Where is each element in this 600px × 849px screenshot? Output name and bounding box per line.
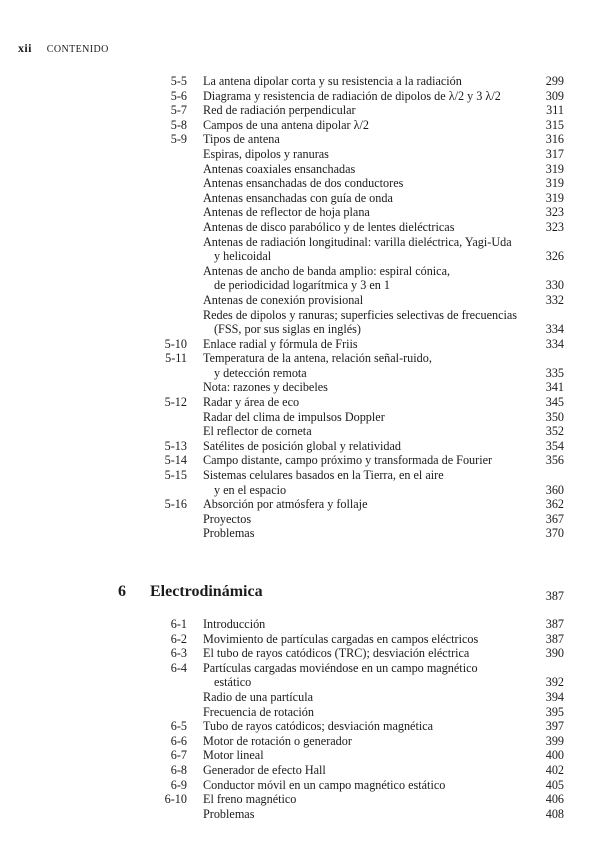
toc-entry-title: Espiras, dipolos y ranuras <box>203 146 329 161</box>
toc-entry <box>0 807 600 822</box>
toc-entry-title: Antenas coaxiales ensanchadas <box>203 161 356 176</box>
toc-entry-title: Partículas cargadas moviéndose en un campo magnético <box>203 660 478 675</box>
toc-entry-page: 402 <box>545 762 564 777</box>
toc-entry-page: 397 <box>545 719 564 734</box>
toc-entry-number: 6-7 <box>170 748 187 763</box>
toc-entry <box>0 308 600 323</box>
toc-entry-title: Problemas <box>203 526 255 541</box>
toc-entry-page: 387 <box>545 617 564 631</box>
toc-entry-page: 334 <box>545 336 564 351</box>
toc-entry-title: Sistemas celulares basados en la Tierra, en el aire <box>203 468 444 483</box>
toc-entry-number: 6-8 <box>170 762 187 777</box>
toc-entry-number: 6-6 <box>170 733 187 748</box>
toc-chapter-6-entries <box>0 617 600 821</box>
toc-entry <box>0 337 600 352</box>
toc-entry <box>0 395 600 410</box>
toc-entry-page: 317 <box>545 146 564 161</box>
toc-entry-title: de periodicidad logarítmica y 3 en 1 <box>214 278 390 293</box>
toc-entry <box>0 264 600 279</box>
toc-entry-title: y helicoidal <box>214 249 272 264</box>
toc-entry-page: 316 <box>545 132 564 147</box>
section-label: CONTENIDO <box>46 44 109 55</box>
toc-entry-title: y en el espacio <box>214 482 287 497</box>
toc-entry-page: 370 <box>545 526 564 541</box>
toc-entry <box>0 118 600 133</box>
toc-entry-number: 5-9 <box>170 132 187 147</box>
toc-entry <box>0 74 600 89</box>
toc-entry <box>0 176 600 191</box>
chapter-page: 387 <box>545 589 564 603</box>
toc-entry-title: Tipos de antena <box>203 132 280 147</box>
toc-entry <box>0 147 600 162</box>
chapter-title: Electrodinámica <box>150 583 263 600</box>
toc-entry-number: 5-11 <box>165 351 187 366</box>
toc-entry-page: 330 <box>545 278 564 293</box>
toc-entry-page: 354 <box>545 438 564 453</box>
toc-entry-page: 362 <box>545 497 564 512</box>
toc-entry-title: Motor lineal <box>203 748 264 763</box>
toc-entry-page: 399 <box>545 733 564 748</box>
toc-entry-title: Antenas de ancho de banda amplio: espiral cónica, <box>203 263 451 278</box>
toc-entry-number: 5-16 <box>164 497 187 512</box>
toc-entry-title: Temperatura de la antena, relación señal-ruido, <box>203 351 432 366</box>
toc-entry-title: Movimiento de partículas cargadas en campos eléctricos <box>203 631 479 646</box>
toc-entry-title: Proyectos <box>203 511 252 526</box>
toc-entry-title: Radar del clima de impulsos Doppler <box>203 409 385 424</box>
toc-entry-number: 5-5 <box>170 74 187 88</box>
toc-entry-page: 332 <box>545 292 564 307</box>
toc-entry-number: 5-12 <box>164 395 187 410</box>
toc-entry-title: Radio de una partícula <box>203 689 313 704</box>
toc-entry-title: y detección remota <box>214 365 307 380</box>
toc-entry-number: 6-10 <box>164 792 187 807</box>
toc-entry-title: Antenas ensanchadas de dos conductores <box>203 176 404 191</box>
toc-entry-title: Problemas <box>203 806 255 821</box>
toc-entry <box>0 792 600 807</box>
toc-entry-title: El freno magnético <box>203 792 297 807</box>
toc-entry <box>0 719 600 734</box>
toc-entry-title: Campos de una antena dipolar λ/2 <box>203 117 369 132</box>
toc-entry <box>0 162 600 177</box>
toc-entry <box>0 278 600 293</box>
toc-entry-number: 6-5 <box>170 719 187 734</box>
toc-entry <box>0 366 600 381</box>
running-head <box>18 41 109 56</box>
toc-entry-number: 6-2 <box>170 631 187 646</box>
toc-entry-title: El tubo de rayos catódicos (TRC); desviación eléctrica <box>203 646 470 661</box>
toc-entry-page: 392 <box>545 675 564 690</box>
toc-entry-number: 6-4 <box>170 660 187 675</box>
toc-entry-title: Absorción por atmósfera y follaje <box>203 497 368 512</box>
toc-entry <box>0 778 600 793</box>
toc-entry-page: 323 <box>545 205 564 220</box>
toc-entry-title: Antenas de reflector de hoja plana <box>203 205 370 220</box>
toc-entry-title: Radar y área de eco <box>203 395 300 410</box>
toc-entry-title: Satélites de posición global y relatividad <box>203 438 401 453</box>
chapter-number: 6 <box>118 583 126 600</box>
toc-entry <box>0 748 600 763</box>
toc-entry-page: 345 <box>545 395 564 410</box>
toc-entry-title: El reflector de corneta <box>203 424 312 439</box>
toc-entry-number: 5-14 <box>164 453 187 468</box>
toc-entry-page: 319 <box>545 176 564 191</box>
toc-entry <box>0 293 600 308</box>
toc-entry <box>0 617 600 632</box>
toc-entry-page: 367 <box>545 511 564 526</box>
toc-entry <box>0 322 600 337</box>
toc-entry <box>0 453 600 468</box>
toc-entry <box>0 439 600 454</box>
toc-entry-number: 6-9 <box>170 777 187 792</box>
toc-entry-title: Generador de efecto Hall <box>203 762 326 777</box>
toc-entry-number: 5-10 <box>164 336 187 351</box>
toc-entry <box>0 191 600 206</box>
toc-entry-page: 408 <box>545 806 564 821</box>
toc-entry-title: Frecuencia de rotación <box>203 704 314 719</box>
toc-entry-title: Conductor móvil en un campo magnético estático <box>203 777 446 792</box>
toc-entry-page: 319 <box>545 161 564 176</box>
toc-entry <box>0 512 600 527</box>
toc-entry-number: 5-7 <box>170 103 187 118</box>
toc-entry-page: 341 <box>545 380 564 395</box>
toc-entry-title: Tubo de rayos catódicos; desviación magnética <box>203 719 434 734</box>
toc-entry-page: 350 <box>545 409 564 424</box>
toc-entry <box>0 661 600 676</box>
toc-entry-title: La antena dipolar corta y su resistencia a la radiación <box>203 74 462 88</box>
toc-entry <box>0 351 600 366</box>
toc-entry-page: 405 <box>545 777 564 792</box>
toc-entry <box>0 132 600 147</box>
toc-entry <box>0 690 600 705</box>
toc-entry-title: Motor de rotación o generador <box>203 733 352 748</box>
toc-entry-page: 309 <box>545 88 564 103</box>
toc-entry-title: Campo distante, campo próximo y transformada de Fourier <box>203 453 493 468</box>
toc-entry-page: 319 <box>545 190 564 205</box>
toc-entry <box>0 205 600 220</box>
toc-entry <box>0 89 600 104</box>
toc-entry-page: 395 <box>545 704 564 719</box>
toc-entry-page: 390 <box>545 646 564 661</box>
toc-entry <box>0 410 600 425</box>
toc-entry <box>0 497 600 512</box>
toc-entry <box>0 705 600 720</box>
toc-entry <box>0 235 600 250</box>
toc-entry-page: 400 <box>545 748 564 763</box>
chapter-6-heading <box>0 582 600 602</box>
toc-entry <box>0 646 600 661</box>
toc-entry <box>0 380 600 395</box>
toc-entry-title: estático <box>214 675 252 690</box>
toc-entry-page: 394 <box>545 689 564 704</box>
toc-entry-number: 6-3 <box>170 646 187 661</box>
toc-entry-title: Antenas de conexión provisional <box>203 292 364 307</box>
toc-entry-page: 334 <box>545 322 564 337</box>
toc-entry <box>0 220 600 235</box>
toc-entry-number: 5-15 <box>164 468 187 483</box>
toc-entry-number: 6-1 <box>170 617 187 631</box>
toc-chapter-5-entries <box>0 74 600 541</box>
toc-entry-title: Antenas ensanchadas con guía de onda <box>203 190 393 205</box>
toc-entry-page: 360 <box>545 482 564 497</box>
toc-entry-title: Antenas de radiación longitudinal: varilla dieléctrica, Yagi-Uda <box>203 234 512 249</box>
toc-entry-title: Nota: razones y decibeles <box>203 380 328 395</box>
toc-entry-title: Red de radiación perpendicular <box>203 103 356 118</box>
toc-entry-page: 335 <box>545 365 564 380</box>
toc-entry-number: 5-8 <box>170 117 187 132</box>
toc-entry-page: 387 <box>545 631 564 646</box>
toc-entry-page: 311 <box>546 103 564 118</box>
toc-entry <box>0 632 600 647</box>
toc-entry <box>0 763 600 778</box>
toc-entry-title: (FSS, por sus siglas en inglés) <box>214 322 361 337</box>
toc-entry-number: 5-13 <box>164 438 187 453</box>
toc-entry-title: Antenas de disco parabólico y de lentes dieléctricas <box>203 219 455 234</box>
toc-entry-title: Redes de dipolos y ranuras; superficies selectivas de frecuencias <box>203 307 518 322</box>
toc-entry-title: Diagrama y resistencia de radiación de dipolos de λ/2 y 3 λ/2 <box>203 88 501 103</box>
toc-entry-page: 323 <box>545 219 564 234</box>
toc-entry <box>0 483 600 498</box>
page-number: xii <box>18 41 32 55</box>
toc-entry <box>0 468 600 483</box>
toc-entry-title: Introducción <box>203 617 266 631</box>
toc-entry-number: 5-6 <box>170 88 187 103</box>
toc-entry <box>0 675 600 690</box>
toc-entry-page: 352 <box>545 424 564 439</box>
toc-entry-page: 406 <box>545 792 564 807</box>
toc-entry-page: 356 <box>545 453 564 468</box>
toc-entry <box>0 734 600 749</box>
toc-entry-page: 315 <box>545 117 564 132</box>
toc-entry <box>0 424 600 439</box>
toc-entry-page: 299 <box>545 74 564 88</box>
toc-entry <box>0 103 600 118</box>
toc-entry <box>0 526 600 541</box>
toc-entry-page: 326 <box>545 249 564 264</box>
toc-entry-title: Enlace radial y fórmula de Friis <box>203 336 358 351</box>
toc-entry <box>0 249 600 264</box>
